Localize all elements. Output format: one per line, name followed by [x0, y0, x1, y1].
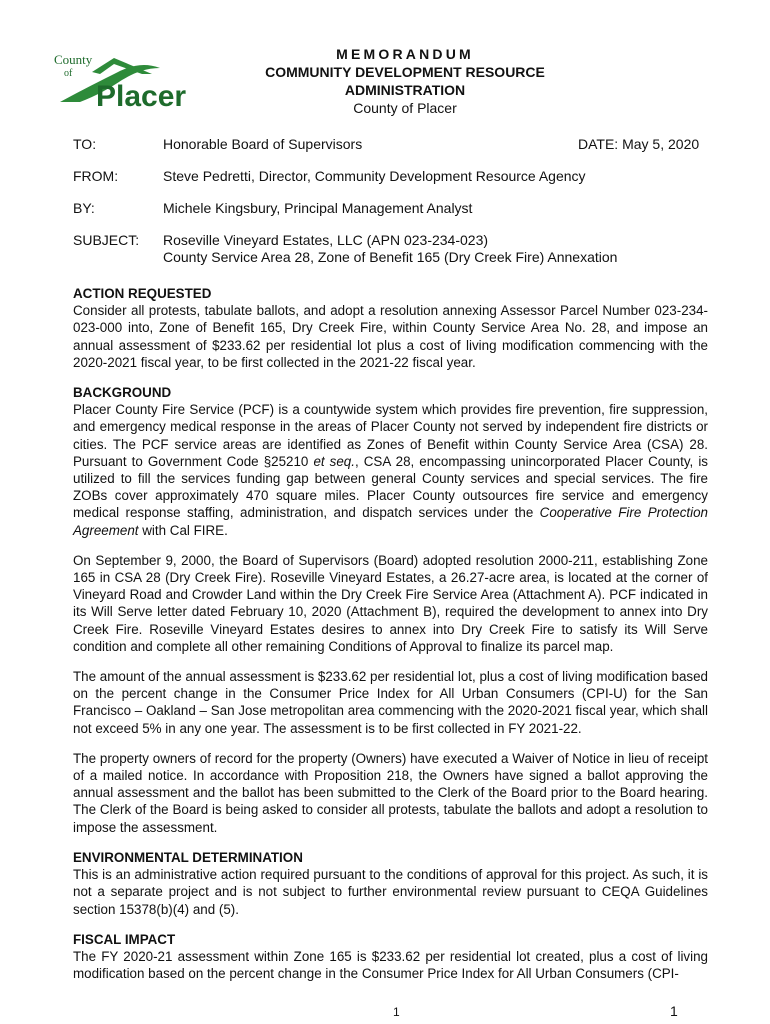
date-field	[578, 136, 699, 153]
fiscal-impact-heading: FISCAL IMPACT	[73, 931, 176, 947]
county-of-placer-logo	[52, 50, 212, 116]
subject-label: SUBJECT:	[73, 232, 140, 248]
memo-title: MEMORANDUM	[336, 46, 474, 62]
to-value: Honorable Board of Supervisors	[163, 136, 363, 152]
county-name: County of Placer	[353, 100, 457, 116]
to-label: TO:	[73, 136, 97, 152]
from-label: FROM:	[73, 168, 119, 184]
subject-line-1: Roseville Vineyard Estates, LLC (APN 023-234-023)	[163, 232, 489, 248]
date-value: May 5, 2020	[622, 136, 700, 152]
environmental-heading: ENVIRONMENTAL DETERMINATION	[73, 849, 303, 865]
background-heading: BACKGROUND	[73, 385, 172, 401]
fiscal-impact-text: The FY 2020-21 assessment within Zone 165 is $233.62 per residential lot created, plus a cost of living modification based on the percent change in the Consumer Price Index for All Urban Consumers (CPI-	[73, 948, 708, 982]
dept-line-2: ADMINISTRATION	[344, 82, 466, 98]
by-label: BY:	[73, 200, 95, 216]
from-value: Steve Pedretti, Director, Community Development Resource Agency	[163, 168, 586, 184]
background-paragraph-3: The amount of the annual assessment is $233.62 per residential lot, plus a cost of living modification based on the percent change in the Consumer Price Index for All Urban Consumers (CPI-U) for the San Francisco – Oakland – San Jose metropolitan area commencing with the 2020-2021 fiscal year, which shall not exceed 5% in any one year. The assessment is to be first collected in FY 2021-22.	[73, 669, 708, 736]
logo-of-text: of	[64, 68, 73, 79]
action-requested-heading: ACTION REQUESTED	[73, 286, 212, 301]
page-number-center: 1	[393, 1005, 400, 1019]
by-value: Michele Kingsbury, Principal Management Analyst	[163, 200, 473, 216]
background-paragraph-1: Placer County Fire Service (PCF) is a countywide system which provides fire prevention, fire suppression, and emergency medical response in the areas of Placer County not served by independent fire districts or cities. The PCF service areas are identified as Zones of Benefit within County Service Area (CSA) 28. Pursuant to Government Code §25210 et seq., CSA 28, encompassing unincorporated Placer County, is utilized to fill the services funding gap between general County services and special services. The fire ZOBs cover approximately 470 square miles. Placer County outsources fire service and emergency medical response staffing, administration, and dispatch services under the Cooperative Fire Protection Agreement with Cal FIRE.	[73, 402, 708, 538]
subject-line-2: County Service Area 28, Zone of Benefit 165 (Dry Creek Fire) Annexation	[163, 249, 618, 265]
logo-placer-text: Placer	[96, 80, 187, 113]
background-paragraph-2: On September 9, 2000, the Board of Supervisors (Board) adopted resolution 2000-211, establishing Zone 165 in CSA 28 (Dry Creek Fire). Roseville Vineyard Estates, a 26.27-acre area, is located at the corner of Vineyard Road and Crowder Land within the Dry Creek Fire Service Area (Attachment A). PCF indicated in its Will Serve letter dated February 10, 2020 (Attachment B), required the development to annex into Dry Creek Fire. Roseville Vineyard Estates desires to annex into Dry Creek Fire to satisfy its Will Serve condition and complete all other remaining Conditions of Approval to finalize its parcel map.	[73, 552, 708, 654]
memo-header	[240, 45, 570, 117]
page-number-right: 1	[670, 1003, 678, 1019]
dept-line-1: COMMUNITY DEVELOPMENT RESOURCE	[265, 64, 545, 80]
action-requested-text: Consider all protests, tabulate ballots, and adopt a resolution annexing Assessor Parcel Number 023-234-023-000 into, Zone of Benefit 165, Dry Creek Fire, within County Service Area No. 28, and impose an annual assessment of $233.62 per residential lot plus a cost of living modification commencing with the 2020-2021 fiscal year, to be first collected in the 2021-22 fiscal year.	[73, 303, 708, 370]
memo-body	[73, 285, 708, 982]
environmental-text: This is an administrative action required pursuant to the conditions of approval for this project. As such, it is not a separate project and is not subject to further environmental review pursuant to CEQA Guidelines section 15378(b)(4) and (5).	[73, 867, 708, 917]
date-label: DATE:	[578, 136, 619, 152]
background-paragraph-4: The property owners of record for the property (Owners) have executed a Waiver of Notice in lieu of receipt of a mailed notice. In accordance with Proposition 218, the Owners have signed a ballot approving the annual assessment and the ballot has been submitted to the Clerk of the Board prior to the Board hearing. The Clerk of the Board is being asked to consider all protests, tabulate the ballots and adopt a resolution to impose the assessment.	[73, 750, 708, 835]
logo-county-text: County	[54, 52, 93, 67]
